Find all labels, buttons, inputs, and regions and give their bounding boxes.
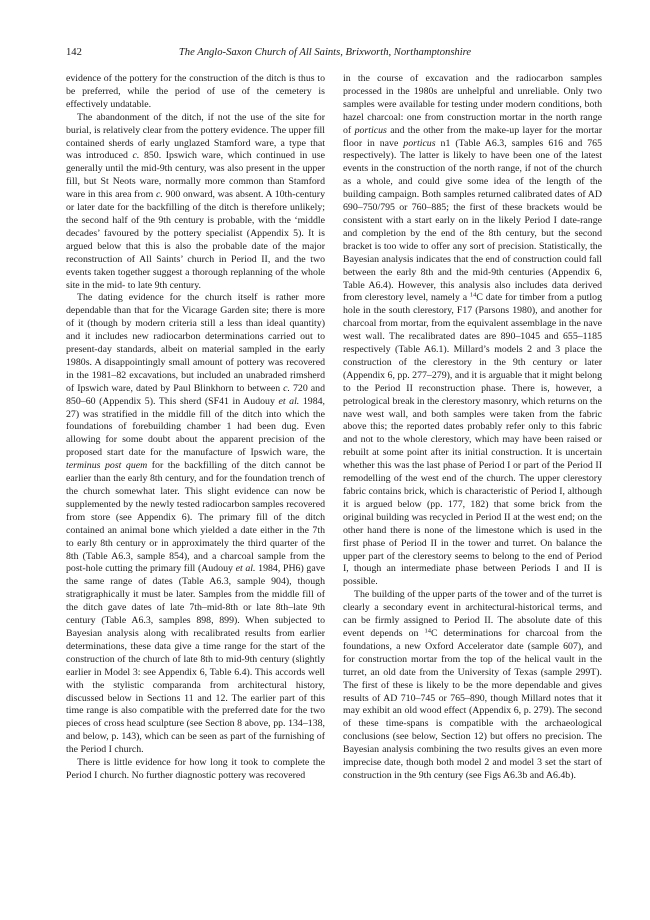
text-run: for the backfilling of the ditch cannot be earlier than the early 8th century, and for the foundation trench of the church somewhat later. This slight evidence can now be supplemented by the newly tested radiocarbon samples recovered from store (see Appendix 6). The primary fill of the ditch contained an animal bone which yielded a date either in the 7th to early 8th century or in approximately the third quarter of the 8th (Table A6.3, sample 854), and a charcoal sample from the post-hole cutting the primary fill (Audouy: [66, 460, 325, 575]
text-run: The building of the upper parts of the tower and of the turret is clearly a secondary event in architectural-historical terms, and can be firmly assigned to Period II. The absolute date of this event depends on: [343, 589, 602, 639]
italic-text: porticus: [354, 124, 387, 136]
text-run: There is little evidence for how long it took to complete the Period I church. No further diagnostic pottery was recovered: [66, 757, 325, 781]
italic-text: c.: [132, 150, 140, 162]
text-run: C date for timber from a putlog hole in the south clerestory, F17 (Parsons 1980), and another for charcoal from mortar, from the equivalent assemblage in the nave west wall. The recalibrated dates are 890–1045 and 655–1185 respectively (Table A6.1). Millard’s models 2 and 3 place the construction of the clerestory in the 9th century or later (Appendix 6, pp. 277–279), and it is arguable that it might belong to the Period II reconstruction phase. There is, however, a petrological break in the clerestory masonry, which returns on the nave west wall, and both samples were taken from the fabric above this; the reported dates probably refer only to this fabric and not to the whole clerestory, which may have been raised or rebuilt at some point after its initial construction. It is uncertain whether this was the last phase of Period I or part of the Period II remodelling of the west end of the church. The upper clerestory fabric contains brick, which is characteristic of Period I, although it is argued below (pp. 177, 182) that some brick from the original building was recycled in Period II at the west end; on the other hand there is none of the limestone which is used in the first phase of Period II in the tower and turret. On balance the upper part of the clerestory seems to belong to the end of Period I, though an intermediate phase between Periods I and II is possible.: [343, 292, 602, 588]
page-number: 142: [66, 47, 82, 58]
italic-text: terminus post quem: [66, 460, 148, 472]
text-run: 1984, 27) was stratified in the middle fill of the ditch into which the foundations of forebuilding chamber 1 had been dug. Even allowing for some doubt about the apparent precision of the proposed start date for the manufacture of Ipswich ware, the: [66, 395, 326, 459]
text-run: 1984, PH6) gave the same range of dates (Table A6.3, sample 904), though stratigraphically it must be later. Samples from the middle fill of the ditch gave dates of late 7th–mid-8th or late 8th–late 9th century (Table A6.3, samples 898, 899). When subjected to Bayesian analysis along with recalibrated results from earlier determinations, these data give a time range for the start of the construction of the church of late 8th to mid-9th century (slightly earlier in Model 3: see Appendix 6, Table 6.4). This accords well with the stylistic comparanda from architectural history, discussed below in Sections 11 and 12. The earlier part of this time range is also compatible with the preferred date for the two pieces of cross head sculpture (see Section 8 above, pp. 134–138, and below, p. 143), which can be seen as part of the furnishing of the Period I church.: [66, 563, 325, 756]
text-run: The dating evidence for the church itself is rather more dependable than that for the Vicarage Garden site; there is more of it (though by modern criteria still a less than ideal quantity) and it includes new radiocarbon determinations carried out to present-day standards, albeit on material sampled in the early 1980s. A disappointingly small amount of pottery was recovered in the 1981–82 excavations, but included an unabraded rimsherd of Ipswich ware, dated by Paul Blinkhorn to between: [66, 292, 325, 394]
text-run: 850. Ipswich ware, which continued in use generally until the mid-9th century, was also present in the upper fill, but St Neots ware, normally more common than Stamford ware in this area from: [66, 150, 326, 201]
italic-text: et al.: [278, 395, 300, 407]
paragraph: [343, 589, 602, 783]
text-run: in the course of excavation and the radiocarbon samples processed in the 1980s are unhelpful and unreliable. Only two samples were available for testing under modern conditions, both hazel charcoal: one from construction mortar in the north range of: [343, 73, 602, 136]
text-run: and the other from the make-up layer for the mortar floor in nave: [343, 124, 602, 149]
text-run: evidence of the pottery for the construction of the ditch is thus to be preferred, while the period of use of the cemetery is effectively undatable.: [66, 73, 325, 110]
text-run: n1 (Table A6.3, samples 616 and 765 respectively). The latter is likely to have been one of the latest events in the construction of the north range, if not of the church as a whole, and could give some idea of the length of the building campaign. Both samples returned calibrated dates of AD 690–750/795 or 760–885; the first of these brackets would be consistent with a start early on in the likely Period I date-range and completion by the end of the 8th century, but the second bracket is too wide to offer any sort of precision. Statistically, the Bayesian analysis indicates that the end of construction could fall between the early 8th and the mid-9th centuries (Appendix 6, Table A6.4). However, this analysis also includes data derived from clerestory level, namely a: [343, 137, 603, 304]
paragraph: [66, 292, 325, 757]
italic-text: c.: [156, 189, 163, 201]
running-title: The Anglo-Saxon Church of All Saints, Brixworth, Northamptonshire: [178, 47, 472, 58]
superscript-text: 14: [469, 291, 477, 299]
paragraph: [343, 73, 602, 589]
paragraph: [66, 757, 325, 783]
italic-text: c.: [283, 382, 290, 394]
italic-text: porticus: [403, 137, 436, 149]
paragraph: [66, 112, 325, 293]
superscript-text: 14: [424, 627, 431, 635]
right-column: [343, 73, 602, 783]
text-run: C determinations for charcoal from the foundations, a new Oxford Accelerator date (sample 607), and for construction mortar from the top of the helical vault in the turret, an old date from the University of Texas (sample 299T). The first of these is likely to be the more dependable and gives results of AD 710–745 or 765–890, though Millard notes that it may exhibit an old wood effect (Appendix 6, p. 279). The second of these time-spans is compatible with the archaeological conclusions (see below, Section 12) but offers no precision. The Bayesian analysis combining the two results gives an even more imprecise date, though both model 2 and model 3 set the start of construction in the 9th century (see Figs A6.3b and A6.4b).: [343, 627, 602, 781]
text-run: 900 onward, was absent. A 10th-century or later date for the backfilling of the ditch is therefore unlikely; the second half of the 9th century is probable, with the ‘middle decades’ favoured by the pottery specialist (Appendix 5). It is argued below that this is also the probable date of the major reconstruction of All Saints’ church in Period II, and the two events taken together suggest a thorough replanning of the whole site in the mid- to late 9th century.: [66, 189, 325, 291]
paragraph: [66, 73, 325, 112]
text-run: The abandonment of the ditch, if not the use of the site for burial, is relatively clear from the pottery evidence. The upper fill contained sherds of early unglazed Stamford ware, a type that was introduced: [66, 111, 325, 162]
italic-text: et al.: [235, 563, 256, 575]
text-run: 720 and 850–60 (Appendix 5). This sherd (SF41 in Audouy: [66, 382, 325, 407]
left-column: [66, 73, 325, 783]
